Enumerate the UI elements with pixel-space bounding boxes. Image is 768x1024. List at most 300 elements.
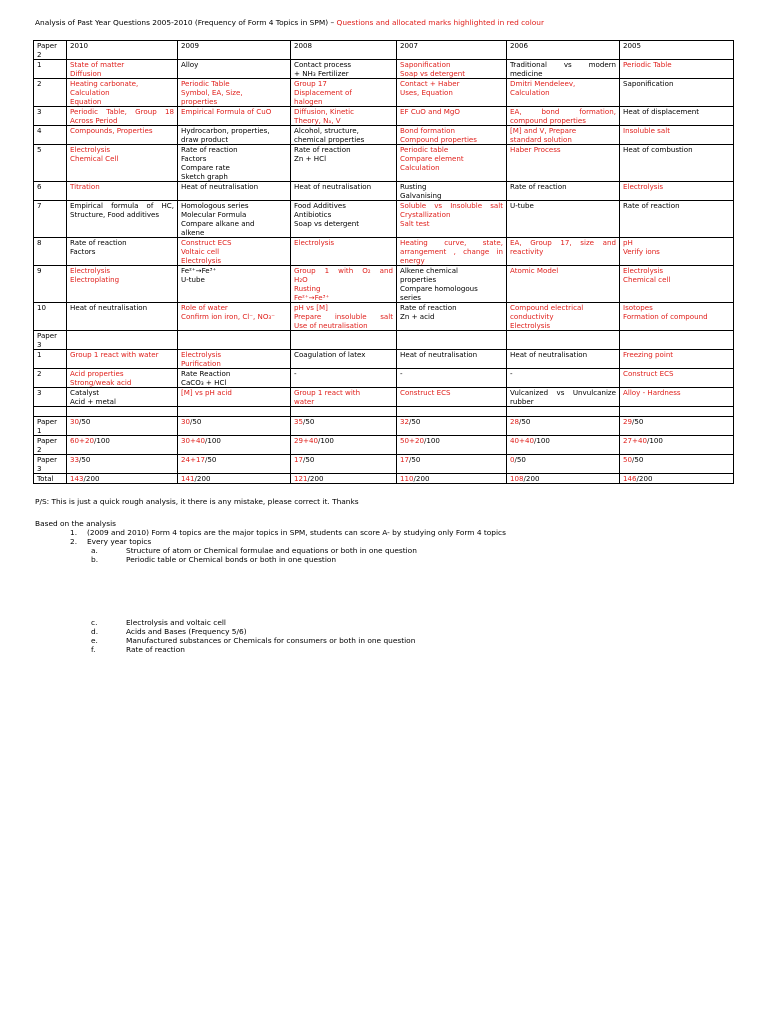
topic-cell [178,145,291,182]
topic-cell [67,201,178,238]
mark-scored: 50+20 [400,436,424,445]
cell-line: Rate of reaction [294,145,351,154]
mark-scored: 24+17 [181,455,205,464]
cell-line: Factors [181,154,207,163]
cell-line: Soluble vs Insoluble salt [400,201,503,210]
cell-line: Periodic Table [181,79,230,88]
topic-cell [397,60,507,79]
cell-line: properties [181,97,218,106]
mark-max: /100 [94,436,110,445]
cell-line: Theory, Nₐ, V [294,116,341,125]
topic-cell [397,388,507,407]
cell-line: Equation [70,97,102,106]
mark-scored: 27+40 [623,436,647,445]
cell-line: H₂O [294,275,308,284]
topic-cell [507,303,620,331]
mark-cell [620,436,734,455]
cell-line: Calculation [400,163,440,172]
analysis-point [35,618,735,627]
analysis-summary [35,519,735,654]
mark-cell [397,455,507,474]
cell-line: Heat of neutralisation [181,182,259,191]
cell-line: Fe²⁺→Fe³⁺ [181,266,217,275]
topic-cell [291,79,397,107]
mark-cell [620,474,734,484]
mark-cell [67,417,178,436]
cell-line: Empirical Formula of CuO [181,107,272,116]
topic-cell [507,369,620,388]
cell-line: Isotopes [623,303,653,312]
cell-line: Voltaic cell [181,247,220,256]
cell-line: Coagulation of latex [294,350,366,359]
mark-cell [178,474,291,484]
topic-cell [291,60,397,79]
topic-cell [507,107,620,126]
cell-line: Alloy - Hardness [623,388,681,397]
mark-max: /50 [409,455,421,464]
cell-line: Electrolysis [70,145,111,154]
cell-line: Formation of compound [623,312,708,321]
topic-cell [291,107,397,126]
cell-line: Electrolysis [181,256,222,265]
cell-line: Traditional vs modern [510,60,616,69]
topic-cell [507,145,620,182]
paper-label: Total [34,474,67,484]
paper2-row [34,182,734,201]
cell-line: Alloy [181,60,199,69]
cell-line: water [294,397,315,406]
question-number: 4 [34,126,67,145]
topic-cell [620,238,734,266]
paper2-row [34,79,734,107]
mark-cell [67,436,178,455]
cell-line: Heat of neutralisation [400,350,478,359]
cell-line: State of matter [70,60,125,69]
mark-max: /200 [636,474,653,483]
cell-line: Uses, Equation [400,88,453,97]
cell-line: draw product [181,135,229,144]
cell-line: Empirical formula of HC, [70,201,174,210]
mark-max: /50 [303,417,315,426]
topic-cell [397,266,507,303]
analysis-point [35,528,735,537]
cell-line: Crystallization [400,210,451,219]
cell-line: Hydrocarbon, properties, [181,126,270,135]
cell-line: Electrolysis [294,238,335,247]
paper2-row [34,201,734,238]
question-number: 7 [34,201,67,238]
cell-line: Alcohol, structure, [294,126,359,135]
mark-max: /50 [632,455,644,464]
mark-max: /100 [424,436,440,445]
mark-max: /200 [83,474,100,483]
topic-cell [67,145,178,182]
cell-line: Heat of neutralisation [70,303,148,312]
empty-cell [397,331,507,350]
paper2-row [34,145,734,182]
paper-label: Paper 3 [34,331,67,350]
question-number: 2 [34,369,67,388]
topic-cell [620,145,734,182]
title-highlight: Questions and allocated marks highlighted in red colour [336,18,545,27]
mark-max: /50 [632,417,644,426]
topic-cell [178,60,291,79]
topic-cell [620,388,734,407]
cell-line: Periodic table [400,145,449,154]
analysis-point [35,636,735,645]
empty-cell [178,407,291,417]
paper2-row [34,126,734,145]
cell-line: Rate of reaction [623,201,680,210]
empty-cell [397,407,507,417]
cell-line: Fe²⁺→Fe³⁺ [294,293,330,302]
topic-cell [507,350,620,369]
cell-line: Group 17 [294,79,327,88]
point-text: (2009 and 2010) Form 4 topics are the major topics in SPM, students can score A- by studying only Form 4 topics [87,528,506,537]
topic-cell [291,350,397,369]
topic-cell [67,79,178,107]
cell-line: CaCO₃ + HCl [181,378,227,387]
cell-line: Diffusion [70,69,102,78]
cell-line: Contact + Haber [400,79,460,88]
mark-scored: 110 [400,474,414,483]
analysis-heading: Based on the analysis [35,519,116,528]
mark-scored: 40+40 [510,436,534,445]
cell-line: U-tube [510,201,534,210]
analysis-point [35,555,735,564]
question-number: 1 [34,350,67,369]
cell-line: reactivity [510,247,544,256]
cell-line: arrangement , change in [400,247,503,256]
topic-cell [620,182,734,201]
mark-scored: 146 [623,474,637,483]
point-text: Structure of atom or Chemical formulae and equations or both in one question [126,546,417,555]
mark-max: /50 [519,417,531,426]
cell-line: Group 1 react with [294,388,361,397]
cell-line: EA, Group 17, size and [510,238,616,247]
mark-scored: 108 [510,474,524,483]
disclaimer-note: P/S: This is just a quick rough analysis, it there is any mistake, please correct it. Thanks [35,497,359,506]
cell-line: standard solution [510,135,572,144]
mark-cell [507,474,620,484]
paper3-row [34,388,734,407]
point-text: Manufactured substances or Chemicals for consumers or both in one question [126,636,416,645]
topic-cell [178,107,291,126]
topic-cell [397,303,507,331]
cell-line: energy [400,256,425,265]
mark-cell [620,417,734,436]
mark-cell [507,455,620,474]
cell-line: Contact process [294,60,352,69]
mark-cell [178,436,291,455]
mark-scored: 33 [70,455,80,464]
cell-line: Zn + HCl [294,154,327,163]
cell-line: Heat of neutralisation [294,182,372,191]
header-row [34,41,734,60]
mark-cell [507,436,620,455]
mark-max: /200 [413,474,430,483]
topic-cell [397,145,507,182]
cell-line: Prepare insoluble salt [294,312,393,321]
empty-cell [507,331,620,350]
topic-cell [291,238,397,266]
topic-cell [178,369,291,388]
topic-cell [178,201,291,238]
topic-cell [291,369,397,388]
topic-cell [620,369,734,388]
mark-scored: 143 [70,474,84,483]
cell-line: Electroplating [70,275,120,284]
cell-line: - [294,369,297,378]
cell-line: Construct ECS [623,369,674,378]
point-number: f. [91,645,96,654]
mark-scored: 121 [294,474,308,483]
mark-cell [291,455,397,474]
mark-cell [291,436,397,455]
paper3-row [34,350,734,369]
mark-cell [397,474,507,484]
mark-cell [67,455,178,474]
cell-line: Rate of reaction [70,238,127,247]
point-number: 1. [70,528,78,537]
document-title [35,18,544,27]
cell-line: Use of neutralisation [294,321,368,330]
cell-line: Molecular Formula [181,210,247,219]
cell-line: Dmitri Mendeleev, [510,79,576,88]
cell-line: Heat of neutralisation [510,350,588,359]
point-text: Every year topics [87,537,152,546]
topic-cell [67,182,178,201]
topic-cell [397,107,507,126]
year-header: 2010 [67,41,178,60]
question-number: 6 [34,182,67,201]
mark-max: /200 [523,474,540,483]
topic-cell [67,388,178,407]
question-number: 3 [34,107,67,126]
cell-line: Chemical Cell [70,154,119,163]
topic-cell [507,126,620,145]
question-number: 2 [34,79,67,107]
cell-line: Rate Reaction [181,369,231,378]
cell-line: Soap vs detergent [294,219,360,228]
topic-cell [507,238,620,266]
cell-line: [M] and V, Prepare [510,126,577,135]
topic-cell [67,107,178,126]
point-text: Periodic table or Chemical bonds or both in one question [126,555,337,564]
cell-line: Role of water [181,303,228,312]
cell-line: U-tube [181,275,205,284]
mark-scored: 29+40 [294,436,318,445]
cell-line: Compare element [400,154,464,163]
cell-line: rubber [510,397,534,406]
mark-cell [178,417,291,436]
point-number: e. [91,636,98,645]
cell-line: Strong/weak acid [70,378,132,387]
cell-line: conductivity [510,312,554,321]
mark-scored: 30 [70,417,80,426]
mark-cell [291,417,397,436]
cell-line: properties [400,275,437,284]
cell-line: Compare homologous [400,284,478,293]
mark-cell [178,455,291,474]
cell-line: Compound electrical [510,303,584,312]
cell-line: Heating curve, state, [400,238,503,247]
topic-cell [178,79,291,107]
cell-line: EA, bond formation, [510,107,616,116]
topic-cell [620,107,734,126]
empty-cell [67,407,178,417]
cell-line: Zn + acid [400,312,435,321]
mark-cell [507,417,620,436]
topic-cell [620,201,734,238]
cell-line: EF CuO and MgO [400,107,460,116]
mark-cell [67,474,178,484]
mark-max: /100 [647,436,663,445]
topic-cell [507,79,620,107]
empty-cell [34,407,67,417]
mark-scored: 0 [510,455,515,464]
paper2-row [34,266,734,303]
title-text: Analysis of Past Year Questions 2005-2010 (Frequency of Form 4 Topics in SPM) – [35,18,337,27]
topic-cell [67,369,178,388]
cell-line: Structure, Food additives [70,210,160,219]
empty-cell [620,407,734,417]
cell-line: Antibiotics [294,210,332,219]
topic-cell [507,266,620,303]
empty-cell [67,331,178,350]
topic-cell [178,303,291,331]
cell-line: Electrolysis [181,350,222,359]
topic-cell [291,201,397,238]
year-header: 2009 [178,41,291,60]
cell-line: Compare rate [181,163,230,172]
topic-cell [67,303,178,331]
cell-line: Factors [70,247,96,256]
topic-cell [67,350,178,369]
cell-line: Salt test [400,219,430,228]
cell-line: Atomic Model [510,266,559,275]
topic-cell [178,126,291,145]
point-number: a. [91,546,98,555]
topic-cell [67,126,178,145]
point-text: Acids and Bases (Frequency 5/6) [126,627,247,636]
marks-row [34,436,734,455]
analysis-point [35,546,735,555]
cell-line: [M] vs pH acid [181,388,232,397]
cell-line: Calculation [70,88,110,97]
topic-cell [291,182,397,201]
cell-line: compound properties [510,116,586,125]
topic-cell [291,126,397,145]
topic-cell [291,266,397,303]
mark-max: /50 [79,455,91,464]
cell-line: Periodic Table [623,60,672,69]
cell-line: Construct ECS [400,388,451,397]
cell-line: pH [623,238,633,247]
paper2-row [34,107,734,126]
cell-line: - [400,369,403,378]
cell-line: Catalyst [70,388,100,397]
paper-label: Paper 3 [34,455,67,474]
mark-max: /50 [79,417,91,426]
topic-cell [620,303,734,331]
cell-line: Calculation [510,88,550,97]
cell-line: Verify ions [623,247,660,256]
mark-max: /200 [307,474,324,483]
paper-label: Paper 2 [34,436,67,455]
empty-cell [620,331,734,350]
topic-cell [178,388,291,407]
question-number: 9 [34,266,67,303]
cell-line: Group 1 with O₂ and [294,266,393,275]
topic-cell [397,369,507,388]
cell-line: Electrolysis [510,321,551,330]
topic-cell [178,238,291,266]
cell-line: series [400,293,422,302]
mark-cell [291,474,397,484]
cell-line: Symbol, EA, Size, [181,88,243,97]
cell-line: Titration [70,182,100,191]
mark-cell [397,417,507,436]
analysis-table [33,40,734,484]
empty-cell [178,331,291,350]
mark-scored: 30+40 [181,436,205,445]
question-number: 10 [34,303,67,331]
topic-cell [620,79,734,107]
topic-cell [397,350,507,369]
mark-scored: 29 [623,417,633,426]
empty-cell [291,331,397,350]
mark-max: /50 [303,455,315,464]
cell-line: Rusting [400,182,427,191]
cell-line: Compound properties [400,135,477,144]
mark-scored: 17 [400,455,410,464]
cell-line: Insoluble salt [623,126,670,135]
mark-scored: 50 [623,455,633,464]
topic-cell [507,182,620,201]
topic-cell [507,388,620,407]
spacer-row [34,407,734,417]
cell-line: Electrolysis [623,182,664,191]
mark-scored: 17 [294,455,304,464]
mark-max: /100 [318,436,334,445]
mark-max: /100 [534,436,550,445]
mark-max: /100 [205,436,221,445]
paper-label: Paper 2 [34,41,67,60]
topic-cell [67,238,178,266]
cell-line: Rate of reaction [181,145,238,154]
topic-cell [507,60,620,79]
cell-line: Compounds, Properties [70,126,153,135]
cell-line: Rate of reaction [400,303,457,312]
mark-max: /50 [190,417,202,426]
question-number: 3 [34,388,67,407]
mark-scored: 30 [181,417,191,426]
question-number: 1 [34,60,67,79]
topic-cell [397,182,507,201]
paper2-row [34,60,734,79]
mark-max: /200 [194,474,211,483]
cell-line: Heat of combustion [623,145,693,154]
topic-cell [291,303,397,331]
topic-cell [397,201,507,238]
year-header: 2006 [507,41,620,60]
cell-line: Vulcanized vs Unvulcanize [510,388,616,397]
mark-scored: 141 [181,474,195,483]
cell-line: Saponification [623,79,674,88]
topic-cell [178,350,291,369]
cell-line: Purification [181,359,221,368]
